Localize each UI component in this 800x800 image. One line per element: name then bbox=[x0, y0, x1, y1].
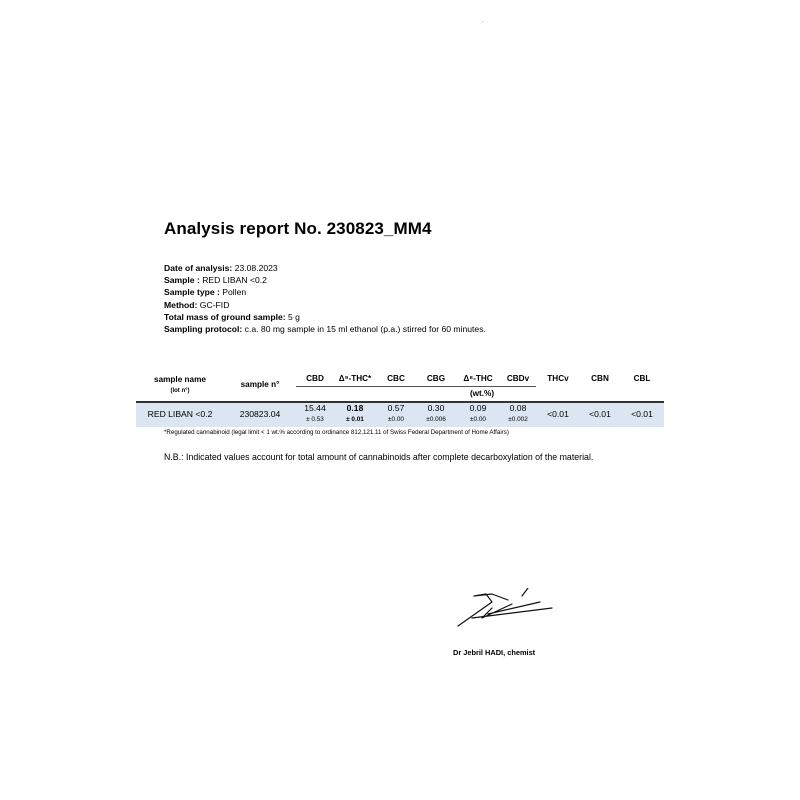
sample-type-label: Sample type : bbox=[164, 287, 220, 298]
cell-cbg: 0.30 bbox=[427, 403, 445, 413]
sample-type-row bbox=[164, 286, 486, 298]
header-cbg: CBG bbox=[426, 374, 446, 383]
header-sample-no: sample n° bbox=[240, 380, 280, 389]
cell-cbg-error: ±0.006 bbox=[426, 416, 446, 423]
header-lot-no: (lot n°) bbox=[170, 388, 190, 394]
table-footnote: *Regulated cannabinoid (legal limit < 1 wt.% according to ordinance 812.121.11 of Swiss Federal Department of Home Affairs) bbox=[164, 429, 509, 436]
cell-cbd: 15.44 bbox=[304, 403, 326, 413]
decarboxylation-note: N.B.: Indicated values account for total amount of cannabinoids after complete decarboxylation of the material. bbox=[164, 452, 594, 462]
cell-cbdv-error: ±0.002 bbox=[508, 416, 528, 423]
method-value: GC-FID bbox=[197, 299, 230, 310]
method-row bbox=[164, 299, 486, 311]
cell-thcv: <0.01 bbox=[547, 409, 569, 419]
mass-row bbox=[164, 311, 486, 323]
header-unit: (wt.%) bbox=[469, 389, 495, 398]
handwritten-signature bbox=[452, 588, 564, 637]
signatory-name: Dr Jebril HADI, chemist bbox=[453, 648, 536, 657]
sample-type-value: Pollen bbox=[219, 287, 247, 298]
report-title: Analysis report No. 230823_MM4 bbox=[164, 219, 432, 238]
header-divider bbox=[296, 386, 536, 387]
header-cbn: CBN bbox=[591, 374, 609, 383]
date-row bbox=[164, 262, 486, 274]
cell-sample-name: RED LIBAN <0.2 bbox=[147, 409, 213, 419]
cell-sample-no: 230823.04 bbox=[239, 409, 281, 419]
header-cbd: CBD bbox=[306, 374, 324, 383]
cell-cbc: 0.57 bbox=[387, 403, 405, 413]
mass-value: 5 g bbox=[285, 311, 300, 322]
cell-cbdv: 0.08 bbox=[509, 403, 527, 413]
cell-d8thc: 0.09 bbox=[469, 403, 487, 413]
header-thcv: THCv bbox=[547, 374, 569, 383]
header-d8thc: Δ⁸-THC bbox=[463, 374, 493, 383]
header-cbdv: CBDv bbox=[506, 374, 530, 383]
sample-value: RED LIBAN <0.2 bbox=[199, 275, 267, 286]
date-value: 23.08.2023 bbox=[232, 263, 278, 273]
mass-label: Total mass of ground sample: bbox=[164, 311, 286, 322]
header-cbc: CBC bbox=[387, 374, 405, 383]
method-label: Method: bbox=[164, 299, 198, 310]
report-metadata bbox=[164, 262, 486, 335]
protocol-value: c.a. 80 mg sample in 15 ml ethanol (p.a.) stirred for 60 minutes. bbox=[242, 324, 486, 335]
cell-cbl: <0.01 bbox=[631, 409, 653, 419]
scan-speck: ·* bbox=[480, 21, 484, 27]
cell-d9thc: 0.18 bbox=[346, 403, 364, 413]
cell-cbc-error: ±0.00 bbox=[388, 416, 404, 423]
protocol-label: Sampling protocol: bbox=[164, 324, 243, 335]
header-cbl: CBL bbox=[633, 374, 651, 383]
cell-cbd-error: ± 0.53 bbox=[306, 416, 324, 423]
sample-row bbox=[164, 274, 486, 286]
header-d9thc: Δ⁹-THC* bbox=[338, 374, 372, 383]
header-sample-name: sample name bbox=[154, 375, 206, 384]
cell-d8thc-error: ±0.00 bbox=[470, 416, 486, 423]
cell-d9thc-error: ± 0.01 bbox=[346, 416, 364, 423]
date-label: Date of analysis: bbox=[164, 263, 233, 273]
protocol-row bbox=[164, 323, 486, 335]
cell-cbn: <0.01 bbox=[589, 409, 611, 419]
sample-label: Sample : bbox=[164, 275, 200, 286]
